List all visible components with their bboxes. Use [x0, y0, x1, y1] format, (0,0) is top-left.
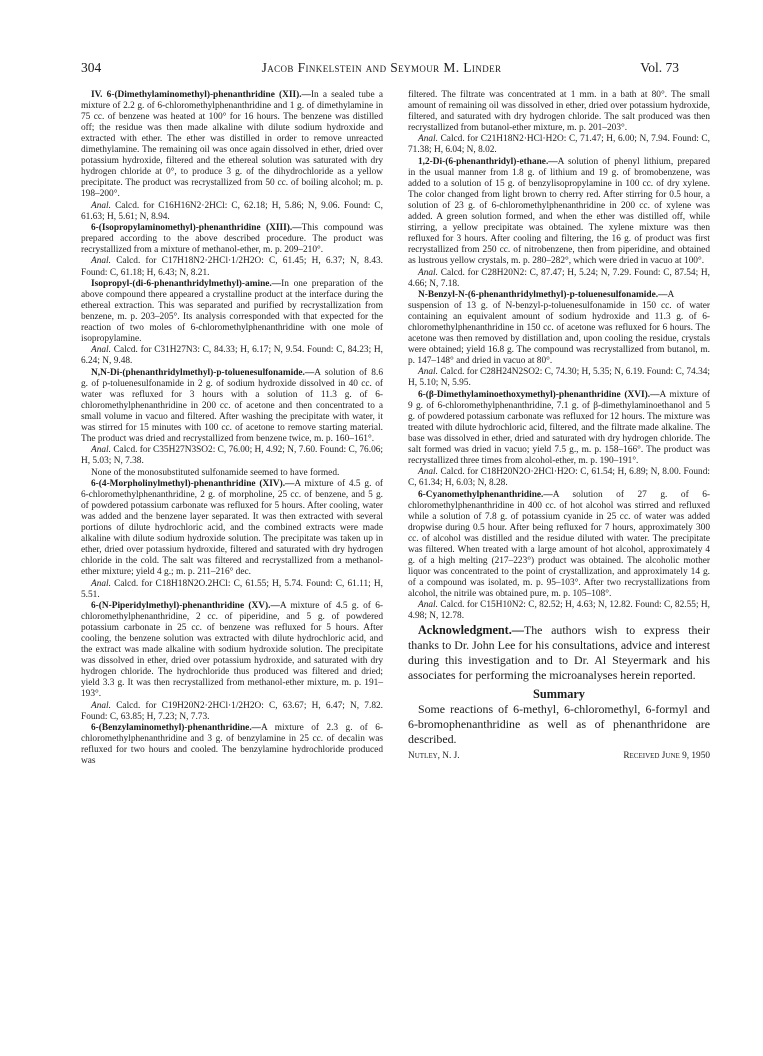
- paragraph-text: filtered. The filtrate was concentrated at 1 mm. in a bath at 80°. The small amount of remaining oil was dissolved in ether, dried over potassium hydroxide, filtered, and saturated with dry hydrogen chloride. The salt produced was then recrystallized from butanol-ether mixture, m. p. 201–203°.: [408, 90, 710, 134]
- body-paragraph: [81, 279, 383, 345]
- analysis-label: Anal.: [91, 578, 111, 589]
- body-paragraph: [81, 223, 383, 256]
- analysis-label: Anal.: [418, 467, 438, 478]
- paragraph-text: A solution of phenyl lithium, prepared in the usual manner from 1.8 g. of lithium and 19 g. of bromobenzene, was added to a solution of 15 g. of benzylisopropylamine in 100 cc. of dry xylene. The color changed from light brown to cherry red. After stirring for 0.5 hour, a solution of 23 g. of 6-chloromethylphenanthridine in 200 cc. of xylene was added. A green solution formed, and when the ether was distilled off, while stirring, a yellow precipitate was obtained. The xylene mixture was then refluxed for 3 hours. After cooling and filtering, the 16 g. of product was first recrystallized from 250 cc. of nitrobenzene, then from piperidine, and obtained as lustrous yellow crystals, m. p. 280–282°, which were dried in vacuo at 100°.: [408, 156, 710, 267]
- body-paragraph: [408, 467, 710, 489]
- paragraph-text: None of the monosubstituted sulfonamide seemed to have formed.: [91, 467, 340, 478]
- section-heading: Isopropyl-(di-6-phenanthridylmethyl)-amine.—: [91, 278, 282, 289]
- body-paragraph: [81, 368, 383, 445]
- left-column: [81, 90, 383, 767]
- footer-location: Nutley, N. J.: [408, 750, 460, 761]
- analysis-label: Anal.: [418, 600, 438, 611]
- body-paragraph: [81, 479, 383, 578]
- paragraph-text: Calcd. for C28H20N2: C, 87.47; H, 5.24; N, 7.29. Found: C, 87.54; H, 4.66; N, 7.18.: [408, 267, 711, 289]
- section-heading: 6-(β-Dimethylaminoethoxymethyl)-phenanthridine (XVI).—: [418, 389, 660, 400]
- section-heading: 1,2-Di-(6-phenanthridyl)-ethane.—: [418, 156, 558, 167]
- body-paragraph: [408, 157, 710, 267]
- body-paragraph: [408, 134, 710, 156]
- summary-heading: Summary: [533, 686, 585, 701]
- paragraph-text: A mixture of 2.3 g. of 6-chloromethylphenanthridine and 3 g. of benzylamine in 25 cc. of decalin was refluxed for two hours and cooled. The benzylamine hydrochloride produced was: [81, 722, 383, 767]
- paragraph-text: Calcd. for C35H27N3SO2: C, 76.00; H, 4.92; N, 7.60. Found: C, 76.06; H, 5.03; N, 7.38.: [81, 445, 384, 467]
- section-heading: N-Benzyl-N-(6-phenanthridylmethyl)-p-toluenesulfonamide.—: [418, 289, 668, 300]
- body-paragraph: [408, 490, 710, 600]
- section-heading: N,N-Di-(phenanthridylmethyl)-p-toluenesulfonamide.—: [91, 367, 315, 378]
- body-paragraph: [81, 90, 383, 200]
- body-paragraph: [408, 290, 710, 367]
- body-paragraph: [81, 723, 383, 767]
- body-paragraph: [408, 390, 710, 467]
- body-paragraph: [81, 701, 383, 723]
- section-heading: 6-(4-Morpholinylmethyl)-phenanthridine (XIV).—: [91, 478, 295, 489]
- paragraph-text: This compound was prepared according to the above described procedure. The product was recrystallized from a mixture of methanol-ether, m. p. 209–210°.: [81, 223, 383, 256]
- acknowledgment-paragraph: [408, 623, 710, 683]
- right-column: [408, 90, 710, 763]
- analysis-label: Anal.: [91, 700, 111, 711]
- body-paragraph: [81, 579, 383, 601]
- body-paragraph: [408, 268, 710, 290]
- paragraph-text: A mixture of 9 g. of 6-chloromethylphenanthridine, 7.1 g. of β-dimethylaminoethanol and 5 g. of powdered potassium carbonate was refluxed for 12 hours. The mixture was treated with dilute hydrochloric acid, filtered, and the filtrate made alkaline. The base was dissolved in ether, dried and saturated with dry hydrogen chloride. The salt formed was dried in vacuo; yield 7.5 g., m. p. 158–166°. The product was recrystallized three times from alcohol-ether, m. p. 190–191°.: [408, 389, 710, 467]
- summary-text: Some reactions of 6-methyl, 6-chloromethyl, 6-formyl and 6-bromophenanthridine as well as of phenanthridone are described.: [408, 701, 710, 746]
- page-number: 304: [81, 60, 102, 75]
- body-paragraph: [81, 201, 383, 223]
- body-paragraph: [408, 90, 710, 134]
- paragraph-text: A mixture of 4.5 g. of 6-chloromethylphenanthridine, 2 cc. of piperidine, and 5 g. of powdered potassium carbonate in 25 cc. of benzene was refluxed for 5 hours. After cooling, the benzene solution was extracted with dilute hydrochloric acid, and the extract was made alkaline with sodium hydroxide solution. The precipitate was dissolved in ether, dried over potassium hydroxide, and saturated with dry hydrogen chloride. The hydrochloride thus produced was filtered and dried; yield 3.3 g. It was then recrystallized from methanol-ether mixture, m. p. 191–193°.: [81, 600, 383, 700]
- footer-line: [408, 749, 710, 763]
- paragraph-text: A suspension of 13 g. of N-benzyl-p-toluenesulfonamide in 150 cc. of water containing an equivalent amount of sodium hydroxide and 11.3 g. of 6-chloromethylphenanthridine in 150 cc. of acetone was refluxed for 6 hours. The acetone was then removed by distillation and, upon cooling the residue, crystals were obtained; yield 16.8 g. The compound was recrystallized from butanol, m. p. 147–148° and dried in vacuo at 80°.: [408, 289, 710, 367]
- analysis-label: Anal.: [91, 345, 111, 356]
- paragraph-text: A mixture of 4.5 g. of 6-chloromethylphenanthridine, 2 g. of morpholine, 25 cc. of benzene, and 5 g. of powdered potassium carbonate was refluxed for 5 hours. After cooling, water was added and the benzene layer separated. It was then extracted with several portions of dilute hydrochloric acid, and the combined extracts were made alkaline with dilute sodium hydroxide solution. The precipitate was taken up in ether, dried over potassium hydroxide, filtered and saturated with dry hydrogen chloride in the cold. The salt was filtered and recrystallized from a methanol-ether mixture; yield 4 g.; m. p. 211–216° dec.: [81, 478, 383, 578]
- paragraph-text: Calcd. for C18H20N2O·2HCl·H2O: C, 61.54; H, 6.89; N, 8.00. Found: C, 61.34; H, 6.03; N, 8.28.: [408, 467, 710, 489]
- section-heading: 6-Cyanomethylphenanthridine.—: [418, 489, 553, 500]
- paragraph-text: Calcd. for C28H24N2SO2: C, 74.30; H, 5.35; N, 6.19. Found: C, 74.34; H, 5.10; N, 5.95.: [408, 367, 711, 389]
- body-paragraph: [408, 600, 710, 622]
- paragraph-text: Calcd. for C18H18N2O.2HCl: C, 61.55; H, 5.74. Found: C, 61.11; H, 5.51.: [81, 578, 383, 600]
- paragraph-text: Calcd. for C19H20N2·2HCl·1/2H2O: C, 63.67; H, 6.47; N, 7.82. Found: C, 63.85; H, 7.23; N, 7.73.: [81, 700, 383, 722]
- section-heading: 6-(Isopropylaminomethyl)-phenanthridine (XIII).—: [91, 223, 302, 234]
- section-heading: 6-(Benzylaminomethyl)-phenanthridine.—: [91, 722, 262, 733]
- paragraph-text: Calcd. for C16H16N2·2HCl: C, 62.18; H, 5.86; N, 9.06. Found: C, 61.63; H, 5.61; N, 8.94.: [81, 200, 384, 222]
- analysis-label: Anal.: [418, 367, 438, 378]
- section-heading: IV. 6-(Dimethylaminomethyl)-phenanthridine (XII).—: [91, 90, 311, 100]
- footer-received-date: Received June 9, 1950: [623, 750, 710, 761]
- paragraph-text: In a sealed tube a mixture of 2.2 g. of 6-chloromethylphenanthridine and 1 g. of dimethylamine in 75 cc. of benzene was heated at 100° for 16 hours. The benzene was distilled off; the residue was then made alkaline with dilute sodium hydroxide and extracted with ether. The ether was distilled in order to remove unreacted dimethylamine. The remaining oil was once again dissolved in ether, dried over potassium hydroxide, filtered and the ethereal solution was saturated with dry hydrogen chloride at 0°, to produce 3 g. of the dihydrochloride as a yellow precipitate. The product was recrystallized from 50 cc. of boiling alcohol; m. p. 198–200°.: [81, 90, 383, 200]
- volume-label: Vol. 73: [640, 60, 679, 75]
- paragraph-text: In one preparation of the above compound there appeared a crystalline product at the interface during the ethereal extraction. This was separated and purified by recrystallization from benzene, m. p. 203–205°. Its analysis corresponded with that expected for the reaction of two moles of 6-chloromethylphenanthridine with one mole of isopropylamine.: [81, 278, 383, 345]
- paragraph-text: A solution of 8.6 g. of p-toluenesulfonamide in 2 g. of sodium hydroxide dissolved in 40 cc. of water was refluxed for 3 hours with a solution of 11.3 g. of 6-chloromethylphenanthridine in 200 cc. of acetone and then concentrated to a small volume in vacuo and filtered. After washing the precipitate with water, it was stirred for 15 minutes with 100 cc. of acetone to remove starting material. The product was dried and recrystallized from benzene twice, m. p. 160–161°.: [81, 367, 383, 444]
- analysis-label: Anal.: [91, 445, 111, 456]
- body-paragraph: [408, 367, 710, 389]
- acknowledgment-heading: Acknowledgment.—: [418, 622, 524, 637]
- paragraph-text: Calcd. for C17H18N2·2HCl·1/2H2O: C, 61.45; H, 6.37; N, 8.43. Found: C, 61.18; H, 6.43; N, 8.21.: [81, 256, 383, 278]
- body-paragraph: [81, 256, 383, 278]
- paragraph-text: Calcd. for C15H10N2: C, 82.52; H, 4.63; N, 12.82. Found: C, 82.55; H, 4.98; N, 12.78.: [408, 600, 711, 622]
- body-paragraph: [81, 601, 383, 700]
- analysis-label: Anal.: [418, 134, 438, 145]
- analysis-label: Anal.: [91, 200, 111, 211]
- paragraph-text: Calcd. for C31H27N3: C, 84.33; H, 6.17; N, 9.54. Found: C, 84.23; H, 6.24; N, 9.48.: [81, 345, 384, 367]
- body-paragraph: [81, 468, 383, 479]
- right-column-body: [408, 90, 710, 623]
- body-paragraph: [81, 445, 383, 467]
- paragraph-text: Calcd. for C21H18N2·HCl·H2O: C, 71.47; H, 6.00; N, 7.94. Found: C, 71.38; H, 6.04; N, 8.02.: [408, 134, 710, 156]
- analysis-label: Anal.: [418, 267, 438, 278]
- section-heading: 6-(N-Piperidylmethyl)-phenanthridine (XV).—: [91, 600, 280, 611]
- paragraph-text: A solution of 27 g. of 6-chloromethylphenanthridine in 400 cc. of hot alcohol was stirred and refluxed while a solution of 7.8 g. of potassium cyanide in 25 cc. of water was added dropwise during 0.5 hour. After being refluxed for 7 hours, approximately 300 cc. of alcohol was distilled and the residue diluted with water. The precipitate was filtered. When treated with a large amount of hot alcohol, approximately 4 g. of a high melting (217–223°) product was obtained. The alcoholic mother liquor was concentrated to the point of crystallization, and approximately 14 g. of a compound was isolated, m. p. 95–103°. After two recrystallizations from alcohol, the nitrile was obtained pure, m. p. 105–108°.: [408, 489, 710, 600]
- running-title: Jacob Finkelstein and Seymour M. Linder: [261, 60, 502, 75]
- analysis-label: Anal.: [91, 256, 111, 267]
- acknowledgment-text: The authors wish to express their thanks to Dr. John Lee for his consultations, advice and interest during this investigation and to Dr. Al Steyermark and his associates for performing the microanalyses herein reported.: [408, 622, 710, 682]
- body-paragraph: [81, 345, 383, 367]
